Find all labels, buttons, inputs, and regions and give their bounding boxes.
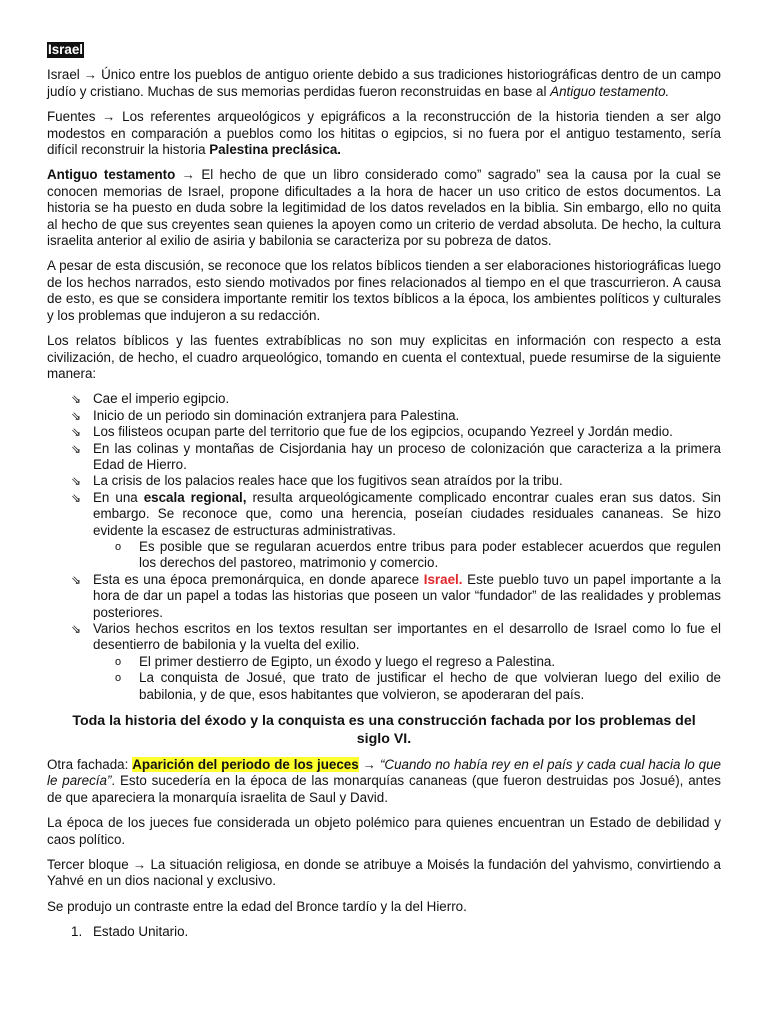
arrow-bullet-icon: ⇘ xyxy=(71,490,82,505)
list-item xyxy=(47,424,721,440)
list-item xyxy=(47,490,721,572)
paragraph-relatos: Los relatos bíblicos y las fuentes extrabíblicas no son muy explicitas en información con respecto a esta civilización, de hecho, el cuadro arqueológico, tomando en cuenta el contextual, puede resumirse de la siguiente manera: xyxy=(47,333,721,381)
bold-text: Antiguo testamento xyxy=(47,167,176,183)
numbered-item-text: Estado Unitario. xyxy=(93,924,189,940)
paragraph-text: . Esto sucedería en la época de las monarquías cananeas (que fueron destruidas pos Josué), antes de que apareciera la monarquía israelita de Saul y David. xyxy=(47,773,721,805)
arrow-text: → xyxy=(358,757,380,773)
bold-text: escala regional, xyxy=(143,489,247,505)
list-item xyxy=(47,408,721,424)
arrow-bullet-icon: ⇘ xyxy=(71,572,82,587)
sub-list-item-text: La conquista de Josué, que trato de justificar el hecho de que volvieran luego del exilio de babilonia, y de que, esos habitantes que volvieron, se apoderaran del país. xyxy=(139,670,721,702)
highlighted-text: Aparición del periodo de los jueces xyxy=(132,757,359,773)
bullet-list xyxy=(47,391,721,703)
list-item xyxy=(47,473,721,489)
sub-list-item xyxy=(93,654,721,670)
sub-list-item-text: El primer destierro de Egipto, un éxodo y luego el regreso a Palestina. xyxy=(139,653,556,669)
list-item xyxy=(47,441,721,474)
title-heading: Israel xyxy=(48,42,83,57)
paragraph-fuentes xyxy=(47,109,721,158)
list-item-text: En las colinas y montañas de Cisjordania hay un proceso de colonización que caracteriza a la primera Edad de Hierro. xyxy=(93,440,721,472)
list-item-text: Inicio de un periodo sin dominación extranjera para Palestina. xyxy=(93,407,460,423)
sub-list-item xyxy=(93,539,721,572)
numbered-item xyxy=(47,924,721,940)
list-item-text: La crisis de los palacios reales hace que los fugitivos sean atraídos por la tribu. xyxy=(93,473,563,489)
document-page xyxy=(47,42,721,941)
arrow-bullet-icon: ⇘ xyxy=(71,408,82,423)
sub-list xyxy=(93,654,721,703)
circle-bullet-icon: o xyxy=(115,672,122,685)
paragraph-otra-fachada xyxy=(47,757,721,806)
list-item-text: En una xyxy=(93,489,144,505)
arrow-bullet-icon: ⇘ xyxy=(71,392,82,407)
paragraph-discusion: A pesar de esta discusión, se reconoce que los relatos bíblicos tienden a ser elaboraciones historiográficas luego de los hechos narrados, esto siendo motivados por fines relacionados al tiempo en el que trascurrieron. A causa de esto, es que se considera importante remitir los textos bíblicos a la época, los ambientes políticos y culturales y los problemas que indujeron a su redacción. xyxy=(47,258,721,323)
arrow-bullet-icon: ⇘ xyxy=(71,622,82,636)
numbered-list xyxy=(47,924,721,940)
sub-list xyxy=(93,539,721,572)
paragraph-text: Otra fachada: xyxy=(47,757,133,773)
paragraph-text: Fuentes → Los referentes arqueológicos y epigráficos a la reconstrucción de la historia tienden a ser algo modestos en comparación a pueblos como los hititas o egipcios, si no fuera por el antiguo testamento, sería difícil reconstruir la historia xyxy=(47,109,721,158)
paragraph-antiguo-testamento xyxy=(47,167,721,249)
paragraph-israel-intro xyxy=(47,67,721,100)
arrow-bullet-icon: ⇘ xyxy=(71,474,82,489)
centered-heading: Toda la historia del éxodo y la conquista es una construcción fachada por los problemas del siglo VI. xyxy=(72,713,696,748)
list-item xyxy=(47,621,721,703)
italic-text: Antiguo testamento. xyxy=(550,83,670,99)
bold-text: Palestina preclásica. xyxy=(209,142,341,158)
list-item-text: Los filisteos ocupan parte del territorio que fue de los egipcios, ocupando Yezreel y Jordán medio. xyxy=(93,424,673,440)
circle-bullet-icon: o xyxy=(115,540,122,553)
item-number: 1. xyxy=(71,924,83,940)
italic-quote: “Cuando no había rey en el país y cada cual hacia lo que le parecía” xyxy=(47,757,722,789)
list-item-text: Este pueblo tuvo un papel importante a la hora de dar un papel a todas las historias que poseen un valor “fundador” de las realidades y problemas posteriores. xyxy=(93,571,721,620)
paragraph-text: → El hecho de que un libro considerado como” sagrado” sea la causa por la cual se conocen memorias de Israel, propone dificultades a la hora de hacer un uso critico de estos documentos. La historia se ha puesto en duda sobre la legitimidad de los datos revelados en la biblia. Sin embargo, ello no quita al hecho de que sus creyentes sean quienes la apoyen como un criterio de verdad absoluta. De hecho, la cultura israelita anterior al exilio de asiria y babilonia se caracteriza por su pobreza de datos. xyxy=(47,167,721,249)
list-item-text: Cae el imperio egipcio. xyxy=(93,391,230,407)
list-item-text: Esta es una época premonárquica, en donde aparece xyxy=(93,571,424,587)
list-item-text: resulta arqueológicamente complicado encontrar cuales eran sus datos. Sin embargo. Se reconoce que, como una herencia, poseían ciudades residuales cananeas. Se hizo evidente la escasez de estructuras administrativas. xyxy=(93,489,721,538)
paragraph-jueces: La época de los jueces fue considerada un objeto polémico para quienes encuentran un Estado de debilidad y caos político. xyxy=(47,815,721,847)
circle-bullet-icon: o xyxy=(115,655,122,668)
list-item xyxy=(47,572,721,621)
paragraph-contraste: Se produjo un contraste entre la edad del Bronce tardío y la del Hierro. xyxy=(47,898,467,914)
list-item xyxy=(47,391,721,407)
list-item-text: Varios hechos escritos en los textos resultan ser importantes en el desarrollo de Israel como lo fue el desentierro de babilonia y la vuelta del exilio. xyxy=(93,621,721,653)
paragraph-tercer-bloque: Tercer bloque → La situación religiosa, en donde se atribuye a Moisés la fundación del yahvismo, convirtiendo a Yahvé en un dios nacional y exclusivo. xyxy=(47,857,721,889)
arrow-bullet-icon: ⇘ xyxy=(71,425,82,440)
paragraph-text: Israel → Único entre los pueblos de antiguo oriente debido a sus tradiciones historiográficas dentro de un campo judío y cristiano. Muchas de sus memorias perdidas fueron reconstruidas en base al xyxy=(47,67,721,99)
sub-list-item xyxy=(93,670,721,703)
red-highlight-text: Israel. xyxy=(423,571,463,587)
arrow-bullet-icon: ⇘ xyxy=(71,441,82,456)
sub-list-item-text: Es posible que se regularan acuerdos entre tribus para poder establecer acuerdos que regulen los derechos del pastoreo, matrimonio y comercio. xyxy=(139,538,721,571)
